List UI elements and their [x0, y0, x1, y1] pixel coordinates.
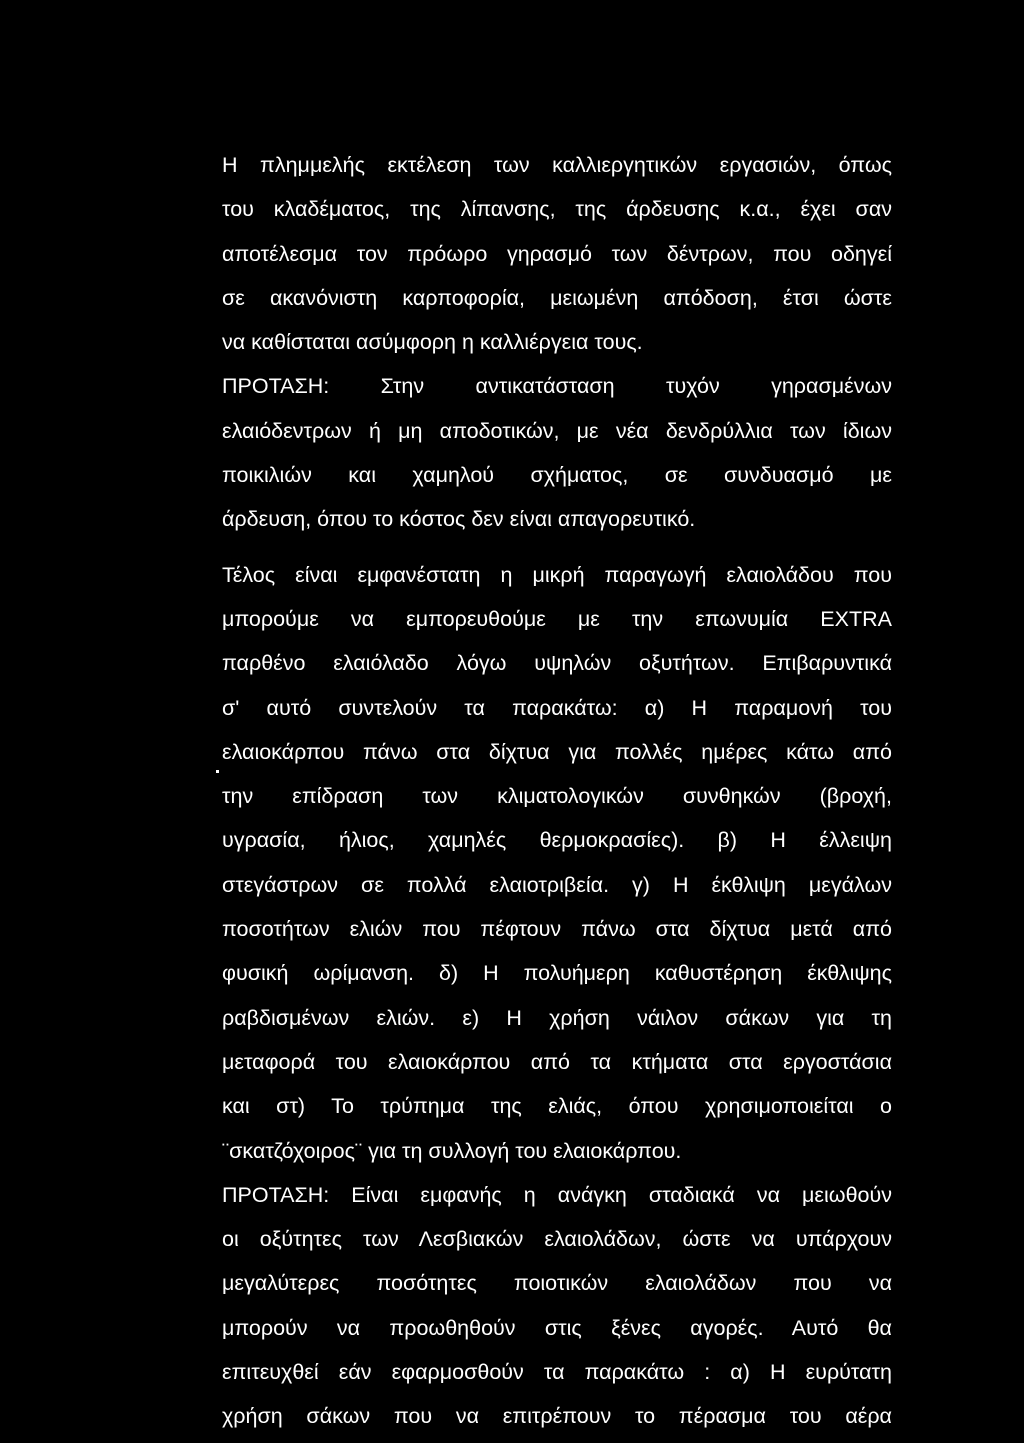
text-line: Τέλος είναι εμφανέστατη η μικρή παραγωγή ελαιολάδου που: [222, 562, 892, 587]
text-line: παρθένο ελαιόλαδο λόγω υψηλών οξυτήτων. Επιβαρυντικά: [222, 651, 892, 676]
text-line: ποικιλιών και χαμηλού σχήματος, σε συνδυασμό με: [222, 463, 892, 488]
paragraph-proposal-replacement: [222, 364, 892, 541]
text-line: υγρασία, ήλιος, χαμηλές θερμοκρασίες). β) Η έλλειψη: [222, 828, 892, 853]
text-line: Η πλημμελής εκτέλεση των καλλιεργητικών εργασιών, όπως: [222, 153, 892, 177]
text-line: και στ) Το τρύπημα της ελιάς, όπου χρησιμοποιείται ο: [222, 1094, 892, 1119]
text-line: ελαιόδεντρων ή μη αποδοτικών, με νέα δενδρύλλια των ίδιων: [222, 418, 892, 443]
text-line: χρήση σάκων που να επιτρέπουν το πέρασμα του αέρα: [222, 1404, 892, 1429]
text-line: επιτευχθεί εάν εφαρμοσθούν τα παρακάτω : α) Η ευρύτατη: [222, 1360, 892, 1385]
text-line: ελαιοκάρπου πάνω στα δίχτυα για πολλές ημέρες κάτω από: [222, 739, 892, 764]
text-line: σ' αυτό συντελούν τα παρακάτω: α) Η παραμονή του: [222, 695, 892, 720]
text-line: φυσική ωρίμανση. δ) Η πολυήμερη καθυστέρηση έκθλιψης: [222, 961, 892, 986]
paragraph-cultivation: [222, 143, 892, 364]
text-line: ΠΡΟΤΑΣΗ: Στην αντικατάσταση τυχόν γηρασμένων: [222, 374, 892, 399]
text-line: στεγάστρων σε πολλά ελαιοτριβεία. γ) Η έκθλιψη μεγάλων: [222, 872, 892, 897]
paragraph-acidity-causes: [222, 553, 892, 1173]
paragraph-spacer: [222, 542, 892, 553]
text-line: ¨σκατζόχοιρος¨ για τη συλλογή του ελαιοκάρπου.: [222, 1138, 682, 1163]
text-line: μπορούν να προωθηθούν στις ξένες αγορές. Αυτό θα: [222, 1315, 892, 1340]
document-body: [222, 143, 892, 1439]
text-line: ραβδισμένων ελιών. ε) Η χρήση νάιλον σάκων για τη: [222, 1005, 892, 1030]
text-line: μπορούμε να εμπορευθούμε με την επωνυμία EXTRA: [222, 606, 892, 631]
text-line: την επίδραση των κλιματολογικών συνθηκών (βροχή,: [222, 784, 892, 809]
text-line: ποσοτήτων ελιών που πέφτουν πάνω στα δίχτυα μετά από: [222, 917, 892, 942]
text-line: να καθίσταται ασύμφορη η καλλιέργεια τους.: [222, 330, 643, 355]
paragraph-proposal-acidity: [222, 1173, 892, 1439]
text-line: του κλαδέματος, της λίπανσης, της άρδευσης κ.α., έχει σαν: [222, 197, 892, 222]
text-line: οι οξύτητες των Λεσβιακών ελαιολάδων, ώστε να υπάρχουν: [222, 1227, 892, 1252]
text-line: αποτέλεσμα τον πρόωρο γηρασμό των δέντρων, που οδηγεί: [222, 241, 892, 266]
text-line: μεταφορά του ελαιοκάρπου από τα κτήματα στα εργοστάσια: [222, 1049, 892, 1074]
text-line: μεγαλύτερες ποσότητες ποιοτικών ελαιολάδων που να: [222, 1271, 892, 1296]
text-line: ΠΡΟΤΑΣΗ: Είναι εμφανής η ανάγκη σταδιακά να μειωθούν: [222, 1182, 892, 1207]
text-line: άρδευση, όπου το κόστος δεν είναι απαγορευτικό.: [222, 507, 696, 532]
scan-speck-mark: [216, 770, 219, 773]
text-line: σε ακανόνιστη καρποφορία, μειωμένη απόδοση, έτσι ώστε: [222, 285, 892, 310]
